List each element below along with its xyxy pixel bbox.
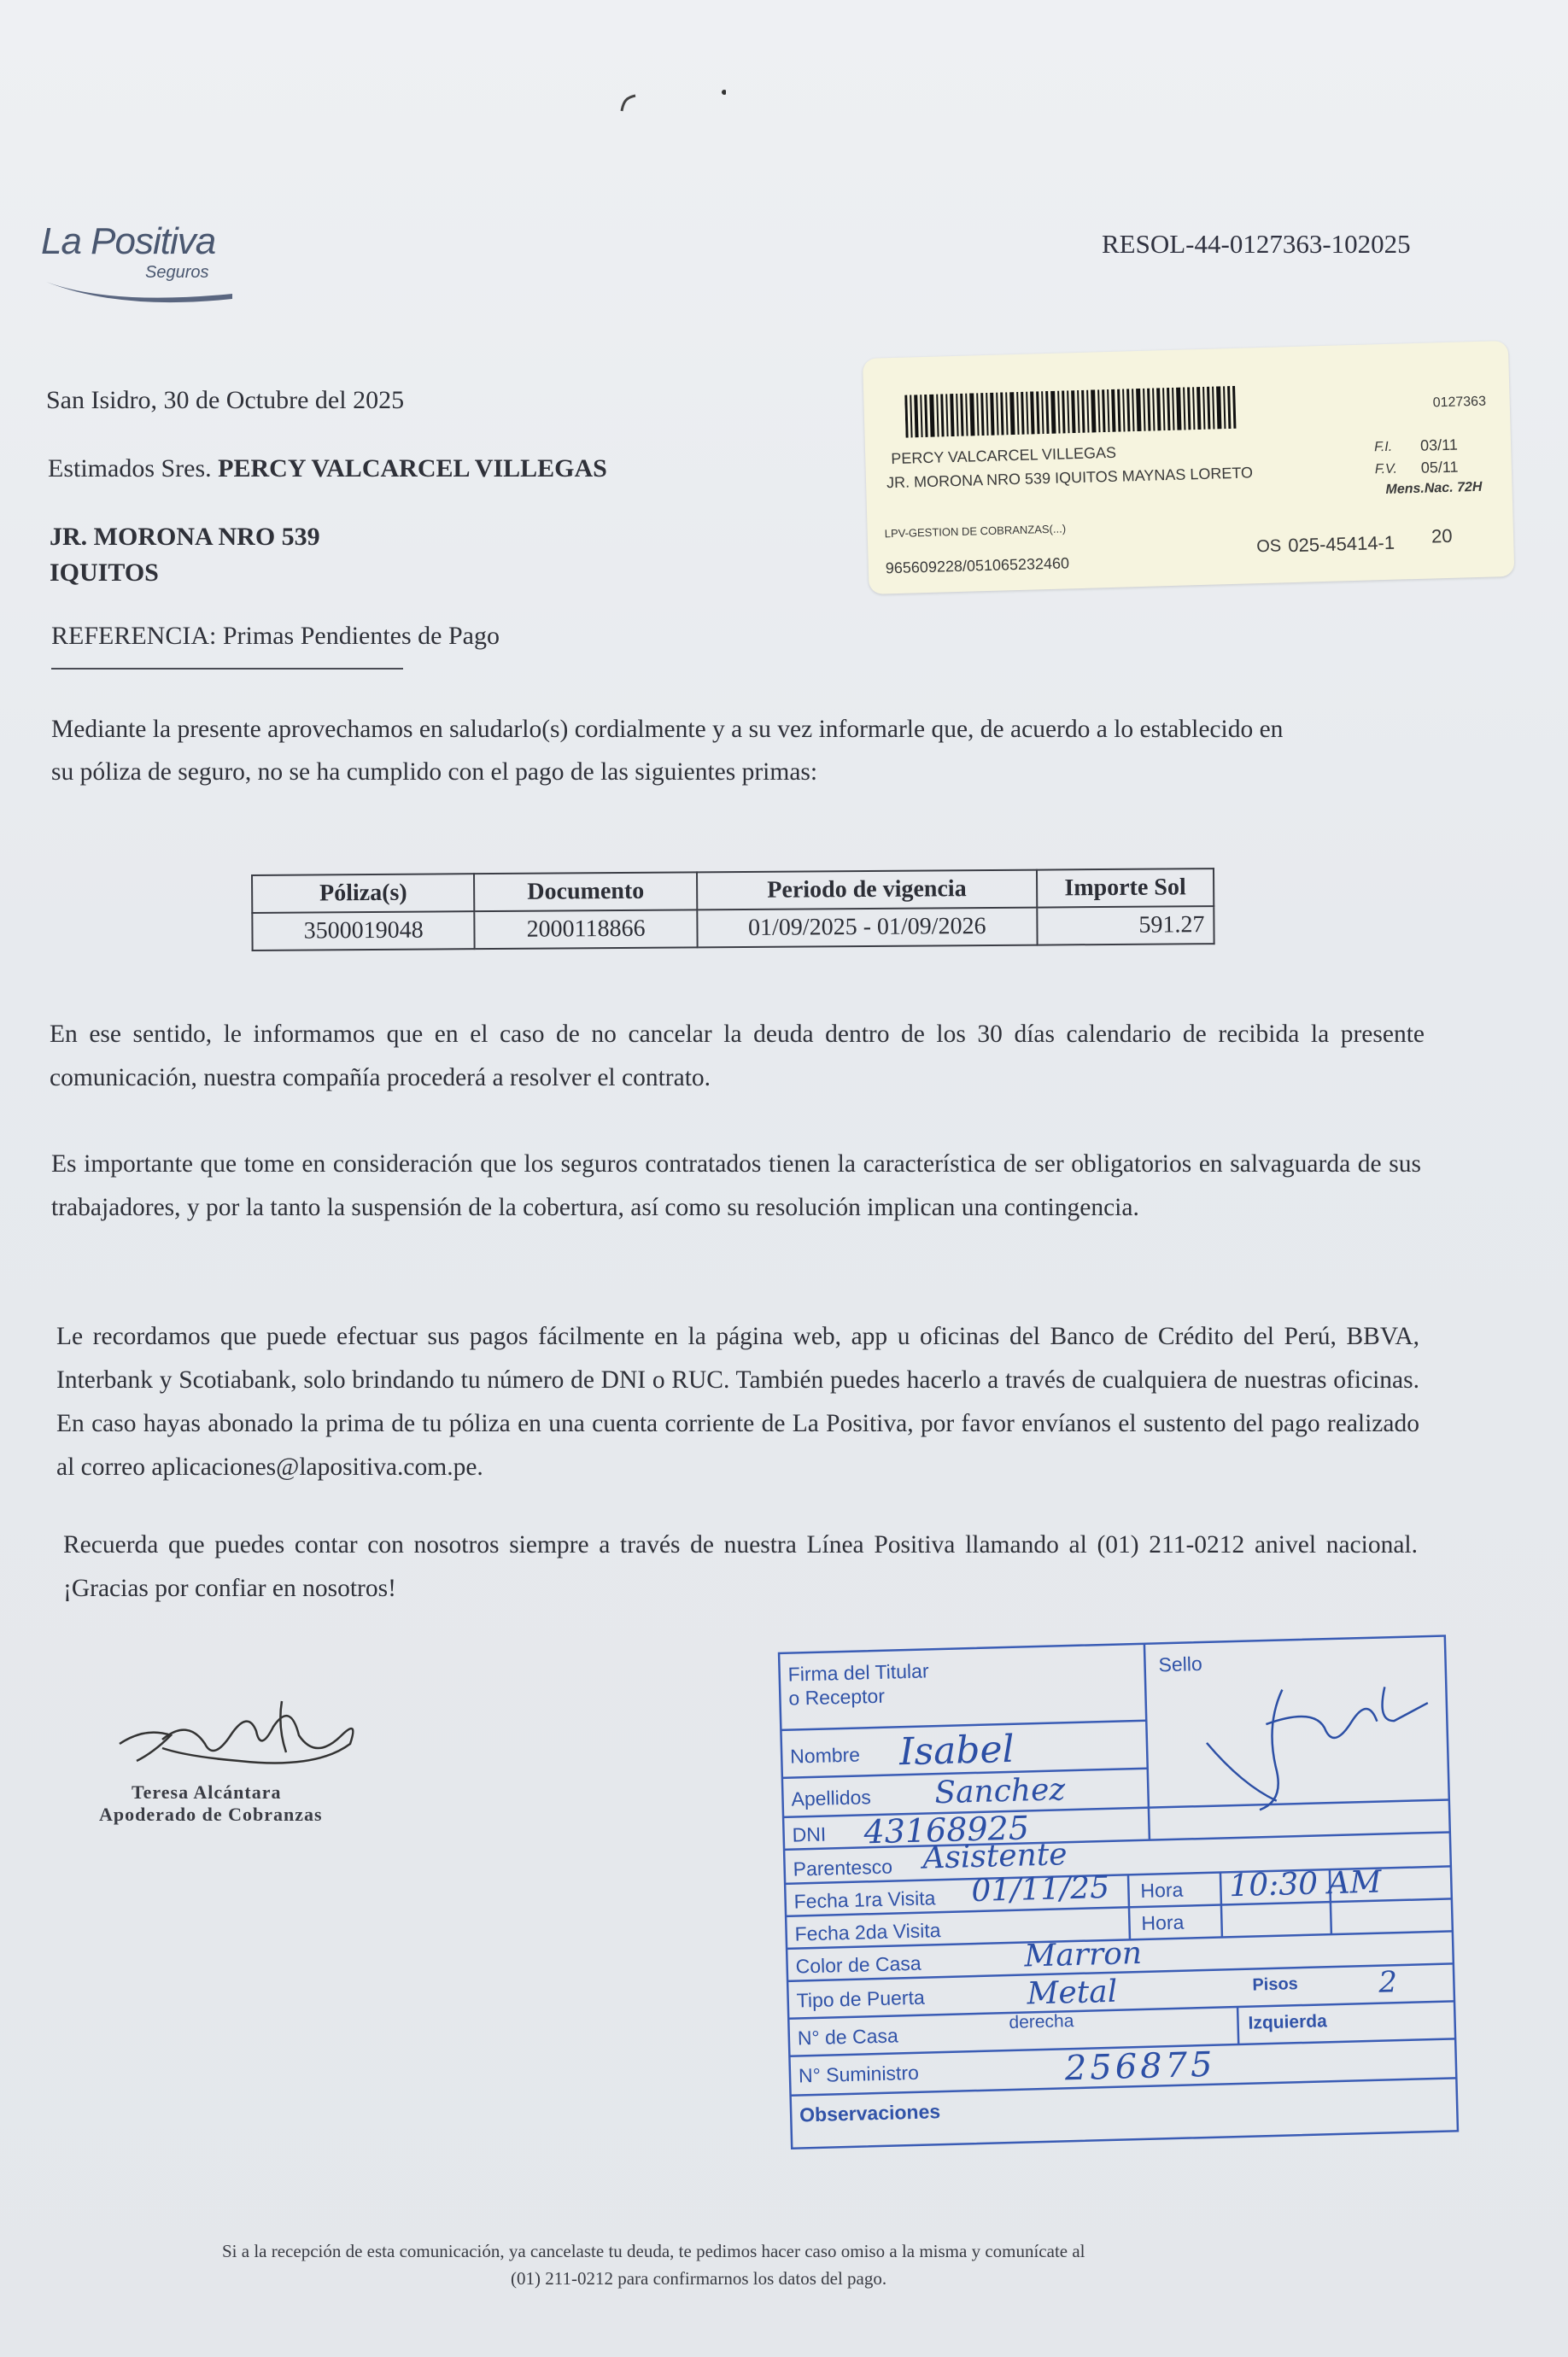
paragraph-5: Recuerda que puedes contar con nosotros siempre a través de nuestra Línea Positiva llamando al (01) 211-0212 anivel nacional. ¡Gracias por confiar en nosotros! [63, 1531, 1418, 1602]
hw-hora1: 10:30 AM [1228, 1864, 1382, 1904]
greeting-line [48, 454, 607, 483]
reference-underline [51, 668, 403, 670]
col-header-amount: Importe Sol [1037, 869, 1214, 907]
reference-line [51, 622, 500, 651]
table-header-row [252, 869, 1214, 913]
recipient-name: PERCY VALCARCEL VILLEGAS [218, 454, 607, 483]
premiums-table [251, 868, 1215, 951]
cell-period: 01/09/2025 - 01/09/2026 [697, 908, 1037, 948]
col-header-period: Periodo de vigencia [697, 870, 1037, 910]
col-header-document: Documento [474, 872, 697, 911]
address-label [863, 341, 1514, 594]
paragraph-1-line-2: su póliza de seguro, no se ha cumplido con el pago de las siguientes primas: [51, 758, 818, 786]
label-ncasa: N° de Casa [797, 2024, 899, 2050]
label-suministro: N° Suministro [798, 2061, 920, 2087]
logo-swoosh-icon [43, 272, 239, 306]
label-nombre: Nombre [789, 1743, 861, 1768]
hw-nombre: Isabel [898, 1727, 1015, 1775]
paragraph-3: Es importante que tome en consideración que los seguros contratados tienen la característica de ser obligatorios en salvaguarda de sus trabajadores, y por la tanto la suspensión de la cobertura, así como su resolución implican una contingencia. [51, 1150, 1421, 1221]
hw-dni: 43168925 [863, 1809, 1030, 1851]
cell-amount: 591.27 [1037, 906, 1214, 945]
logo-subtitle: Seguros [145, 263, 209, 282]
label-tipo: Tipo de Puerta [796, 1986, 926, 2012]
label-hora2: Hora [1141, 1910, 1185, 1934]
label-fi-label: F.I. [1373, 439, 1393, 455]
label-fecha1: Fecha 1ra Visita [793, 1886, 936, 1913]
label-hora1: Hora [1140, 1878, 1184, 1902]
hw-suministro: 256875 [1064, 2044, 1217, 2089]
stamp-signature [1179, 1669, 1439, 1821]
label-color: Color de Casa [795, 1951, 921, 1978]
label-derecha: derecha [1009, 2011, 1074, 2033]
reference-label: REFERENCIA: [51, 622, 217, 650]
handwritten-signature [111, 1693, 367, 1787]
col-header-policy: Póliza(s) [252, 874, 475, 913]
paragraph-2: En ese sentido, le informamos que en el caso de no cancelar la deuda dentro de los 30 días calendario de recibida la presente comunicación, nuestra compañía procederá a resolver el contrato. [50, 1021, 1425, 1091]
cell-policy: 3500019048 [252, 911, 475, 950]
place-date: San Isidro, 30 de Octubre del 2025 [46, 386, 405, 414]
label-os-value: 025-45414-1 [1287, 531, 1395, 557]
address-line-1: JR. MORONA NRO 539 [50, 523, 320, 551]
greeting-prefix: Estimados Sres. [48, 454, 212, 483]
table-row [252, 906, 1214, 950]
label-fecha2: Fecha 2da Visita [794, 1919, 941, 1945]
staple-mark [615, 85, 726, 120]
hw-pisos: 2 [1378, 1965, 1398, 2000]
logo-name: La Positiva [41, 220, 216, 262]
label-izquierda: Izquierda [1248, 2011, 1328, 2033]
hw-fecha1: 01/11/25 [970, 1869, 1110, 1910]
label-observaciones: Observaciones [799, 2100, 941, 2126]
label-phones: 965609228/051065232460 [885, 554, 1070, 577]
label-firma: Firma del Titular [787, 1659, 929, 1686]
label-apellidos: Apellidos [791, 1786, 872, 1810]
label-address: JR. MORONA NRO 539 IQUITOS MAYNAS LORETO [886, 464, 1254, 492]
footer-line-1: Si a la recepción de esta comunicación, ya cancelaste tu deuda, te pedimos hacer caso omiso a la misma y comunícate al [222, 2241, 1085, 2261]
reference-text: Primas Pendientes de Pago [222, 622, 500, 650]
signer-name: Teresa Alcántara [132, 1781, 282, 1803]
label-os-prefix: OS [1256, 536, 1282, 557]
label-department: LPV-GESTION DE COBRANZAS(...) [884, 522, 1067, 541]
address-line-2: IQUITOS [50, 559, 159, 587]
label-sello: Sello [1158, 1652, 1203, 1676]
receipt-form [777, 1634, 1465, 2163]
resolution-code: RESOL-44-0127363-102025 [1102, 229, 1411, 259]
hw-color: Marron [1023, 1935, 1143, 1974]
cell-document: 2000118866 [475, 909, 698, 949]
label-fv-value: 05/11 [1420, 458, 1459, 477]
label-count: 20 [1431, 524, 1453, 547]
label-fi-value: 03/11 [1419, 436, 1459, 454]
footer-line-2: (01) 211-0212 para confirmarnos los datos del pago. [511, 2268, 887, 2289]
label-parentesco: Parentesco [793, 1855, 893, 1880]
label-name: PERCY VALCARCEL VILLEGAS [891, 443, 1117, 468]
hw-apellidos: Sanchez [933, 1772, 1066, 1811]
company-logo [36, 220, 249, 314]
label-pisos: Pisos [1252, 1974, 1299, 1995]
label-code: 0127363 [1432, 394, 1487, 411]
barcode-graphic [904, 386, 1238, 438]
paragraph-1-line-1: Mediante la presente aprovechamos en saludarlo(s) cordialmente y a su vez informarle que, de acuerdo a lo establecido en [51, 716, 1284, 743]
label-dni: DNI [792, 1822, 827, 1846]
label-fv-label: F.V. [1374, 461, 1398, 477]
signature-block [99, 1693, 367, 1825]
label-receptor: o Receptor [788, 1684, 886, 1710]
paragraph-4: Le recordamos que puede efectuar sus pagos fácilmente en la página web, app u oficinas del Banco de Crédito del Perú, BBVA, Interbank y Scotiabank, solo brindando tu número de DNI o RUC. También puedes hacerlo a través de cualquiera de nuestras oficinas. En caso hayas abonado la prima de tu póliza en una cuenta corriente de La Positiva, por favor envíanos el sustento del pago realizado al correo aplicaciones@lapositiva.com.pe. [56, 1323, 1419, 1481]
label-service: Mens.Nac. 72H [1385, 479, 1483, 497]
hw-tipo: Metal [1027, 1974, 1118, 2012]
signer-title: Apoderado de Cobranzas [99, 1804, 323, 1825]
hw-parentesco: Asistente [921, 1837, 1068, 1876]
